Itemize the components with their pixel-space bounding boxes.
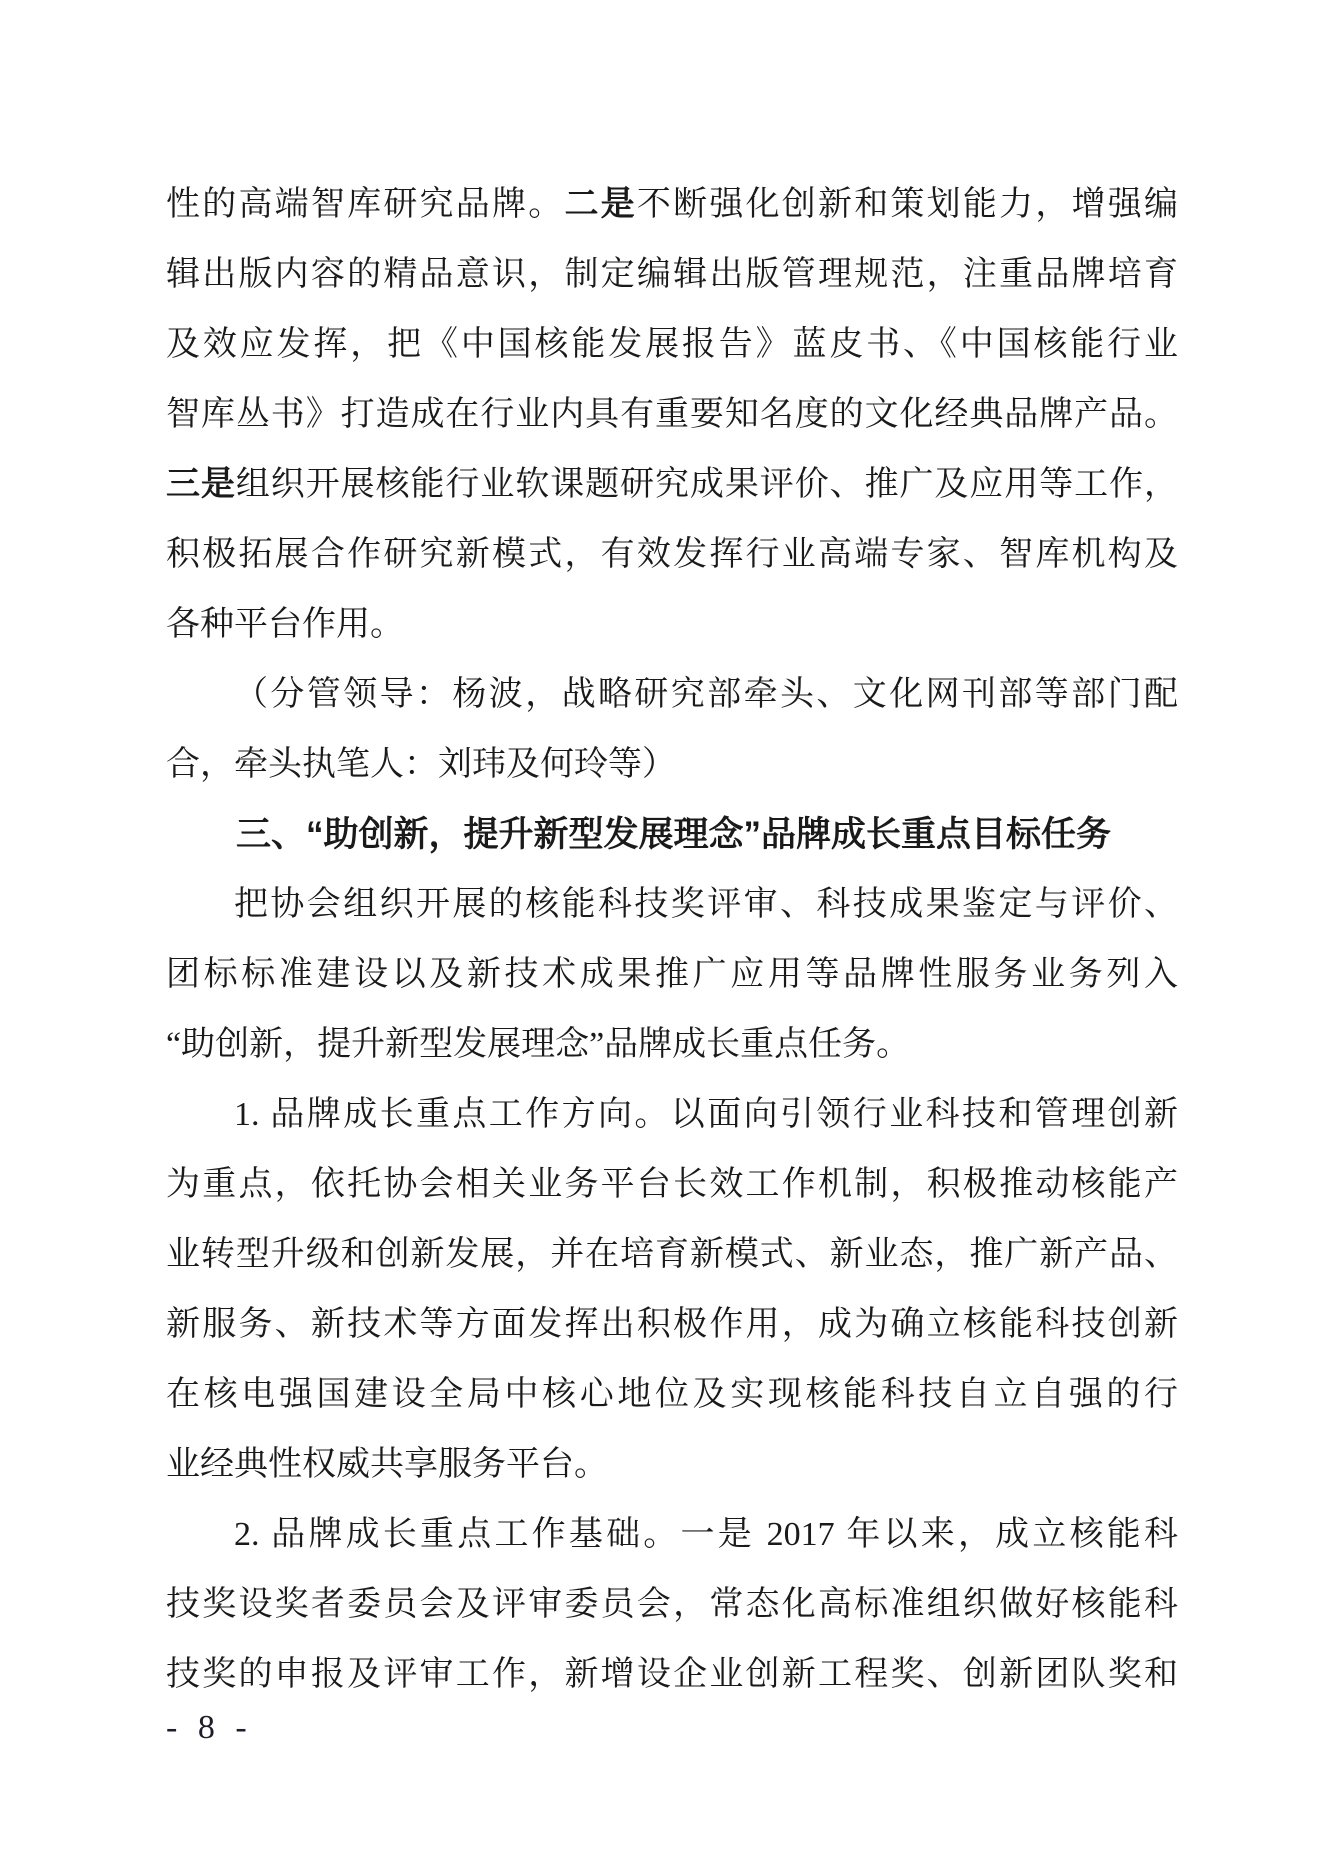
text-run: 新服务、新技术等方面发挥出积极作用，成为确立核能科技创新 [166,1306,1178,1343]
text-run: 2. 品牌成长重点工作基础。一是 2017 年以来，成立核能科 [234,1516,1178,1553]
text-run: 性的高端智库研究品牌。 [166,186,565,223]
text-line [166,1570,1178,1640]
text-run: 不断强化创新和策划能力，增强编 [636,186,1179,223]
text-run: 业经典性权威共享服务平台。 [166,1446,608,1483]
text-run: 技奖设奖者委员会及评审委员会，常态化高标准组织做好核能科 [166,1586,1178,1623]
text-run: 团标标准建设以及新技术成果推广应用等品牌性服务业务列入 [166,956,1178,993]
text-run: 为重点，依托协会相关业务平台长效工作机制，积极推动核能产 [166,1166,1178,1203]
document-body [166,170,1178,1710]
text-line [166,940,1178,1010]
text-line [166,1500,1178,1570]
text-run: 技奖的申报及评审工作，新增设企业创新工程奖、创新团队奖和 [166,1656,1178,1693]
text-line [166,1430,1178,1500]
text-line [166,660,1178,730]
text-line [166,1360,1178,1430]
text-line [166,170,1178,240]
text-line [166,450,1178,520]
bold-text-run: 二是 [564,186,637,223]
page-number: - 8 - [166,1709,253,1746]
text-line [166,380,1178,450]
text-run: 三、“助创新，提升新型发展理念”品牌成长重点目标任务 [236,815,1112,854]
text-line [166,520,1178,590]
text-run: （分管领导：杨波，战略研究部牵头、文化网刊部等部门配 [234,676,1178,713]
text-run: 智库丛书》打造成在行业内具有重要知名度的文化经典品牌产品。 [166,396,1178,433]
text-line [166,310,1178,380]
text-run: 组织开展核能行业软课题研究成果评价、推广及应用等工作， [235,466,1179,503]
text-line [166,590,1178,660]
bold-text-run: 三是 [166,466,236,503]
text-run: 积极拓展合作研究新模式，有效发挥行业高端专家、智库机构及 [166,536,1178,573]
text-line [166,1080,1178,1150]
text-line [166,870,1178,940]
text-line [166,1640,1178,1710]
text-line [166,800,1178,870]
text-run: 及效应发挥，把《中国核能发展报告》蓝皮书、《中国核能行业 [166,326,1178,363]
text-run: 把协会组织开展的核能科技奖评审、科技成果鉴定与评价、 [234,886,1178,923]
text-run: 各种平台作用。 [166,606,404,643]
text-run: 辑出版内容的精品意识，制定编辑出版管理规范，注重品牌培育 [166,256,1178,293]
text-run: 合，牵头执笔人：刘玮及何玲等） [166,746,676,783]
text-run: 1. 品牌成长重点工作方向。以面向引领行业科技和管理创新 [234,1096,1178,1133]
text-run: “助创新，提升新型发展理念”品牌成长重点任务。 [166,1026,911,1063]
text-run: 业转型升级和创新发展，并在培育新模式、新业态，推广新产品、 [166,1236,1178,1273]
text-line [166,1220,1178,1290]
text-line [166,1150,1178,1220]
text-line [166,240,1178,310]
text-line [166,1010,1178,1080]
text-run: 在核电强国建设全局中核心地位及实现核能科技自立自强的行 [166,1376,1178,1413]
text-line [166,1290,1178,1360]
text-line [166,730,1178,800]
